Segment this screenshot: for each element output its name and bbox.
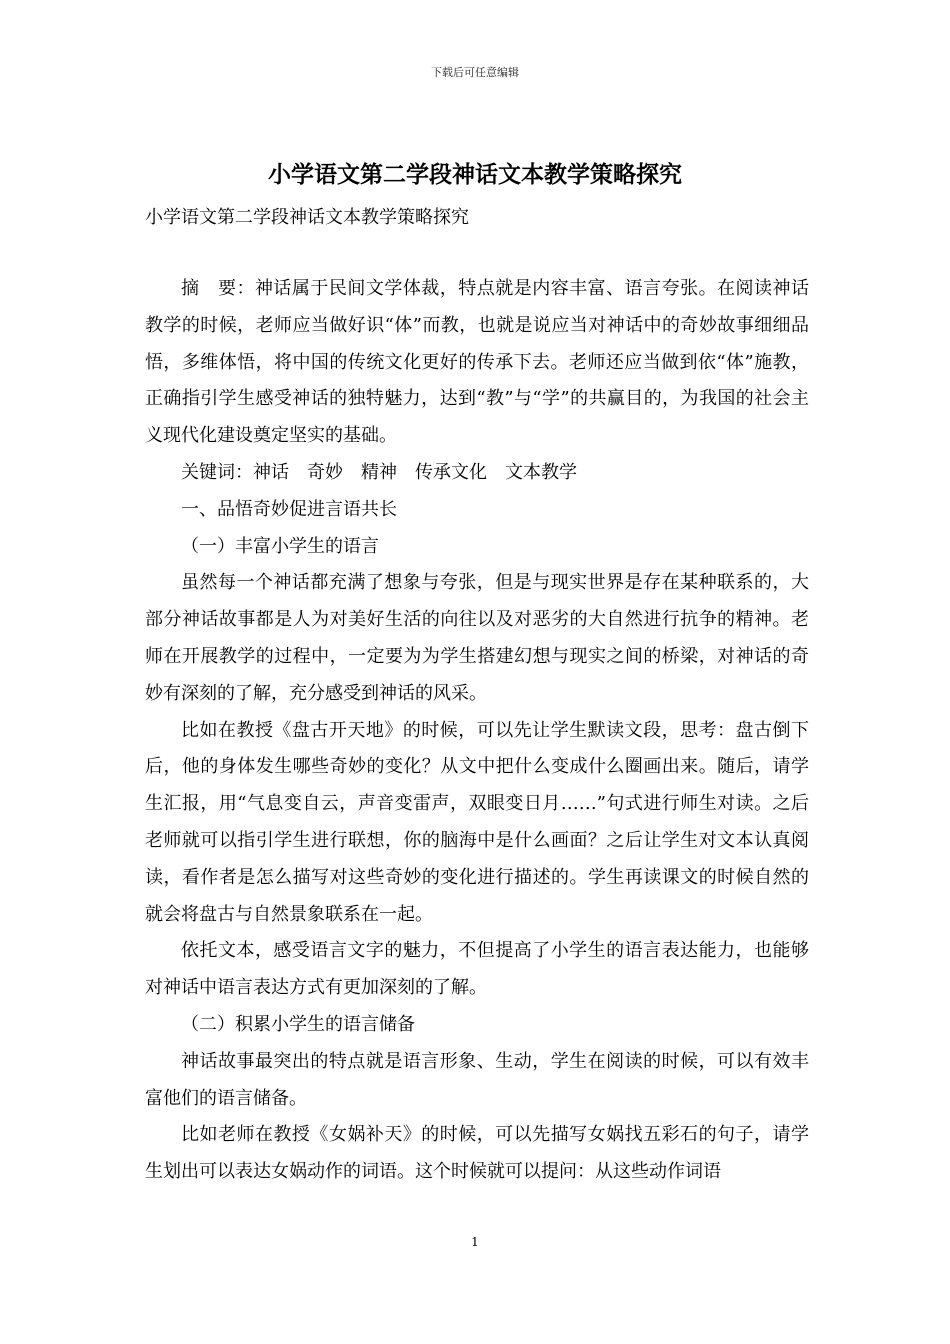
document-body: [145, 271, 809, 1191]
subsection-heading: （二）积累小学生的语言储备: [181, 1013, 415, 1035]
section-heading: 一、品悟奇妙促进言语共长: [181, 498, 397, 520]
body-paragraph: 依托文本，感受语言文字的魅力，不但提高了小学生的语言表达能力，也能够对神话中语言表达方式有更加深刻的了解。: [145, 940, 809, 999]
body-paragraph: 比如在教授《盘古开天地》的时候，可以先让学生默读文段，思考：盘古倒下后，他的身体发生哪些奇妙的变化？从文中把什么变成什么圈画出来。随后，请学生汇报，用“气息变自云，声音变雷声，双眼变日月……”句式进行师生对读。之后老师就可以指引学生进行联想，你的脑海中是什么画面？之后让学生对文本认真阅读，看作者是怎么描写对这些奇妙的变化进行描述的。学生再读课文的时候自然的就会将盘古与自然景象联系在一起。: [145, 719, 809, 925]
document-subtitle: 小学语文第二学段神话文本教学策略探究: [145, 207, 469, 228]
page-number: 1: [471, 1235, 479, 1249]
document-title: 小学语文第二学段神话文本教学策略探究: [268, 161, 682, 188]
body-paragraph: 虽然每一个神话都充满了想象与夸张，但是与现实世界是存在某种联系的，大部分神话故事都是人为对美好生活的向往以及对恶劣的大自然进行抗争的精神。老师在开展教学的过程中，一定要为为学生搭建幻想与现实之间的桥梁，对神话的奇妙有深刻的了解，充分感受到神话的风采。: [145, 572, 809, 704]
abstract-paragraph: 摘 要：神话属于民间文学体裁，特点就是内容丰富、语言夸张。在阅读神话教学的时候，老师应当做好识“体”而教，也就是说应当对神话中的奇妙故事细细品悟，多维体悟，将中国的传统文化更好的传承下去。老师还应当做到依“体”施教，正确指引学生感受神话的独特魅力，达到“教”与“学”的共赢目的，为我国的社会主义现代化建设奠定坚实的基础。: [145, 278, 809, 447]
body-paragraph: 神话故事最突出的特点就是语言形象、生动，学生在阅读的时候，可以有效丰富他们的语言储备。: [145, 1050, 809, 1109]
body-paragraph: 比如老师在教授《女娲补天》的时候，可以先描写女娲找五彩石的句子，请学生划出可以表达女娲动作的词语。这个时候就可以提问：从这些动作词语: [145, 1124, 809, 1183]
keywords-paragraph: 关键词：神话 奇妙 精神 传承文化 文本教学: [181, 461, 577, 483]
page-header-note: 下载后可任意编辑: [431, 66, 519, 79]
subsection-heading: （一）丰富小学生的语言: [181, 535, 379, 557]
